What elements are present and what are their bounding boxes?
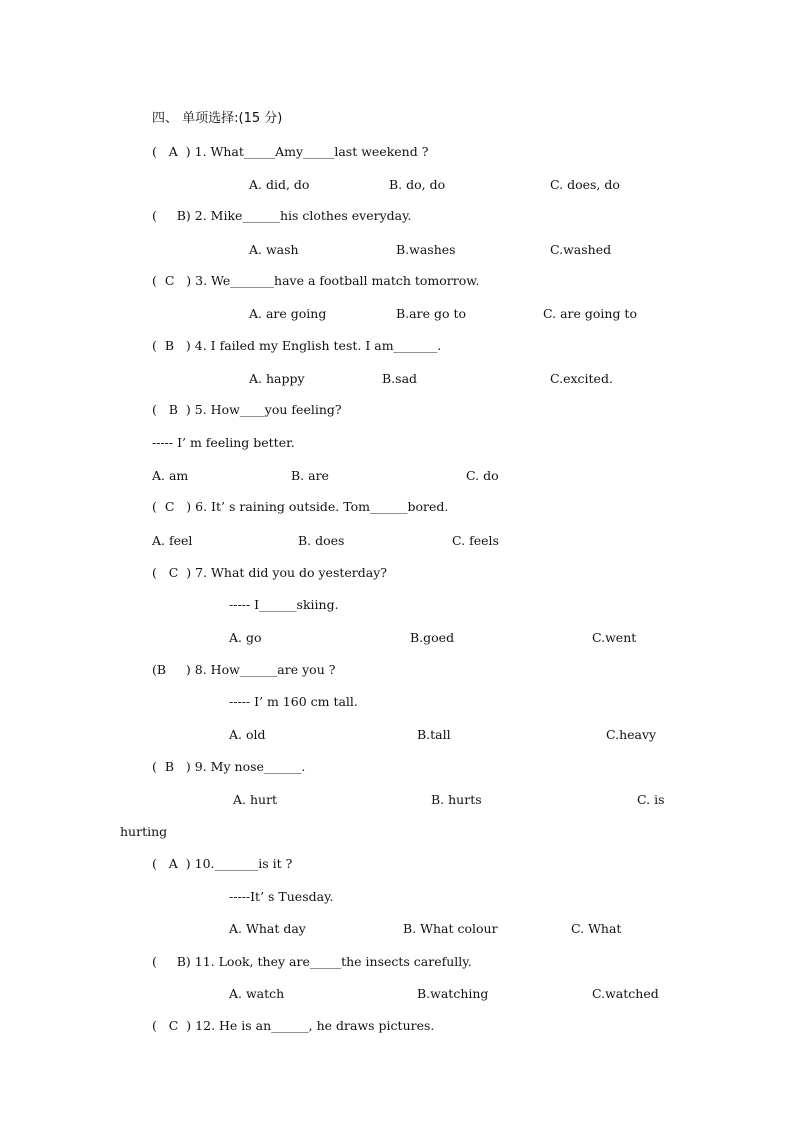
question-8-stem: (B ) 8. How______are you ? xyxy=(152,662,336,677)
question-7-option-c: C.went xyxy=(592,630,637,645)
question-5-stem: ( B ) 5. How____you feeling? xyxy=(152,402,342,417)
question-5-option-a: A. am xyxy=(152,468,189,483)
question-9-option-c: C. is xyxy=(637,792,665,807)
question-4-option-a: A. happy xyxy=(249,371,305,386)
question-5-answer: ----- I’ m feeling better. xyxy=(152,435,295,450)
question-6-stem: ( C ) 6. It’ s raining outside. Tom______bored. xyxy=(152,499,449,514)
question-7-stem: ( C ) 7. What did you do yesterday? xyxy=(152,565,387,580)
question-11-stem: ( B) 11. Look, they are_____the insects carefully. xyxy=(152,954,472,969)
question-3-option-b: B.are go to xyxy=(396,306,467,321)
question-11-option-a: A. watch xyxy=(229,986,285,1001)
question-10-answer: -----It’ s Tuesday. xyxy=(229,889,334,904)
question-6-option-a: A. feel xyxy=(152,533,193,548)
question-11-option-b: B.watching xyxy=(417,986,489,1001)
question-1-option-c: C. does, do xyxy=(550,177,620,192)
question-3-option-c: C. are going to xyxy=(543,306,637,321)
question-10-option-a: A. What day xyxy=(229,921,306,936)
question-2-stem: ( B) 2. Mike______his clothes everyday. xyxy=(152,208,412,223)
question-10-stem: ( A ) 10._______is it ? xyxy=(152,856,293,871)
question-10-option-b: B. What colour xyxy=(403,921,498,936)
question-1-option-b: B. do, do xyxy=(389,177,446,192)
question-8-option-a: A. old xyxy=(229,727,266,742)
question-12-stem: ( C ) 12. He is an______, he draws pictures. xyxy=(152,1018,435,1033)
question-9-option-a: A. hurt xyxy=(233,792,278,807)
question-2-option-b: B.washes xyxy=(396,242,456,257)
question-8-option-b: B.tall xyxy=(417,727,451,742)
question-6-option-b: B. does xyxy=(298,533,345,548)
question-7-option-b: B.goed xyxy=(410,630,455,645)
question-2-option-a: A. wash xyxy=(249,242,299,257)
question-6-option-c: C. feels xyxy=(452,533,499,548)
question-2-option-c: C.washed xyxy=(550,242,612,257)
question-8-option-c: C.heavy xyxy=(606,727,657,742)
question-7-answer: ----- I______skiing. xyxy=(229,597,339,612)
question-4-option-b: B.sad xyxy=(382,371,418,386)
question-3-option-a: A. are going xyxy=(249,306,327,321)
question-1-stem: ( A ) 1. What_____Amy_____last weekend ? xyxy=(152,144,429,159)
question-11-option-c: C.watched xyxy=(592,986,659,1001)
question-9-continuation: hurting xyxy=(120,824,168,839)
section-title: 四、 单项选择:(15 分) xyxy=(152,111,283,126)
question-3-stem: ( C ) 3. We_______have a football match tomorrow. xyxy=(152,273,480,288)
question-7-option-a: A. go xyxy=(229,630,262,645)
question-9-stem: ( B ) 9. My nose______. xyxy=(152,759,306,774)
question-4-option-c: C.excited. xyxy=(550,371,613,386)
question-8-answer: ----- I’ m 160 cm tall. xyxy=(229,694,358,709)
question-1-option-a: A. did, do xyxy=(249,177,310,192)
question-10-option-c: C. What xyxy=(571,921,622,936)
question-5-option-b: B. are xyxy=(291,468,329,483)
question-5-option-c: C. do xyxy=(466,468,499,483)
question-9-option-b: B. hurts xyxy=(431,792,482,807)
question-4-stem: ( B ) 4. I failed my English test. I am_______. xyxy=(152,338,442,353)
